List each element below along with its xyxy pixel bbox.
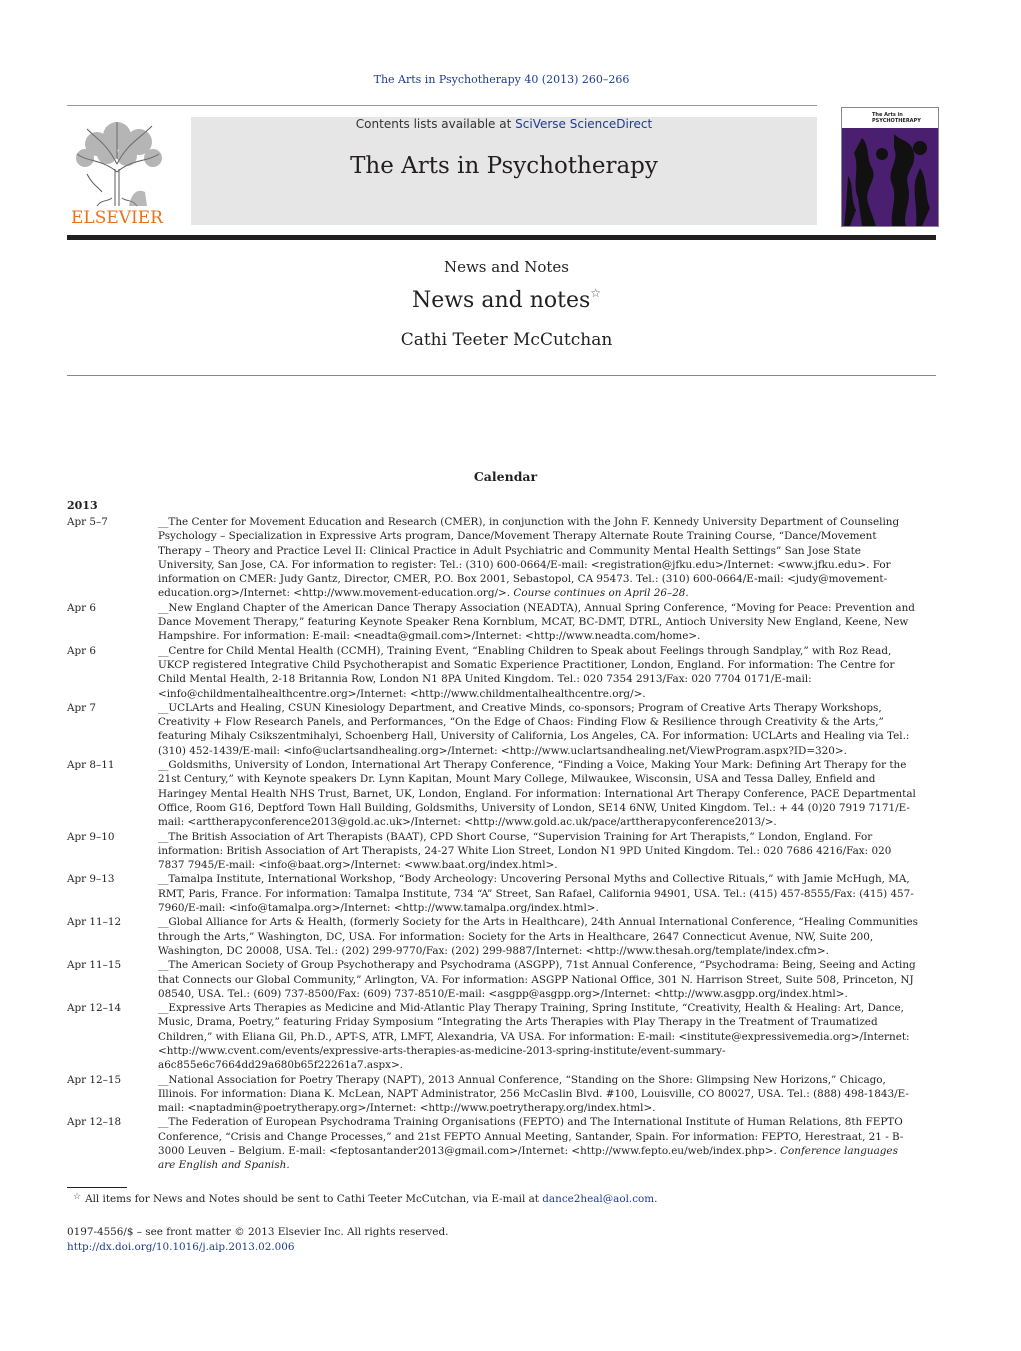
event-description	[158, 644, 918, 701]
event-description	[158, 515, 918, 601]
doi-link[interactable]: http://dx.doi.org/10.1016/j.aip.2013.02.006	[67, 1241, 295, 1253]
footnote-end: .	[654, 1193, 658, 1205]
calendar-event	[67, 1115, 927, 1172]
calendar-events-list	[67, 515, 927, 1173]
sciencedirect-link[interactable]: SciVerse ScienceDirect	[515, 117, 653, 131]
event-description	[158, 1115, 918, 1172]
contents-availability	[191, 117, 817, 131]
tree-logo-icon	[67, 114, 167, 208]
calendar-event	[67, 915, 927, 958]
event-text: __Centre for Child Mental Health (CCMH), Training Event, “Enabling Children to Speak about Feelings through Sandplay,” with Roz Read, UKCP registered Integrative Child Psychotherapist and Somatic Experience Practitioner, London, England. For information: The Centre for Child Mental Health, 2-18 Britannia Row, London N1 8PA United Kingdom. Tel.: 020 7354 2913/Fax: 020 7704 0171/E-mail: <info@childmentalhealthcentre.org>/Internet: <http://www.childmentalhealthcentre.org/>.	[158, 644, 895, 700]
event-description	[158, 1073, 918, 1116]
event-date: Apr 12–15	[67, 1073, 122, 1086]
footnote	[67, 1192, 657, 1205]
event-description	[158, 872, 918, 915]
event-description	[158, 701, 918, 758]
event-text: __Expressive Arts Therapies as Medicine and Mid-Atlantic Play Therapy Training, Spring Institute, “Creativity, Health & Healing: Art, Dance, Music, Drama, Poetry,” featuring Friday Symposium “Integrating the Arts Therapies with Play Therapy in the Treatment of Traumatized Children,” with Eliana Gil, Ph.D., APT-S, ATR, LMFT, Alexandria, VA USA. For information: E-mail: <institute@expressivemedia.org>/Internet: <http://www.cvent.com/events/expressive-arts-therapies-as-medicine-2013-spring-institute/event-summary-a6c855e6c7664dd29a680b65f22261a7.aspx>.	[158, 1002, 910, 1072]
event-description	[158, 915, 918, 958]
contents-prefix: Contents lists available at	[355, 117, 516, 131]
calendar-event	[67, 1001, 927, 1072]
journal-cover-thumbnail[interactable]	[841, 107, 939, 227]
cover-artwork	[842, 128, 938, 226]
event-text: __Tamalpa Institute, International Workshop, “Body Archeology: Uncovering Personal Myths and Collective Rituals,” with Jamie McHugh, MA, RMT, Paris, France. For information: Tamalpa Institute, 734 “A” Street, San Rafael, California 94901, USA. Tel.: (415) 457-8555/Fax: (415) 457-7960/E-mail: <info@tamalpa.org>/Internet: <http://www.tamalpa.org/index.html>.	[158, 873, 914, 915]
event-text: __National Association for Poetry Therapy (NAPT), 2013 Annual Conference, “Standing on the Shore: Glimpsing New Horizons,” Chicago, Illinois. For information: Diana K. McLean, NAPT Administrator, 256 McCaslin Blvd. #100, Louisville, CO 80027, USA. Tel.: (888) 498-1843/E-mail: <naptadmin@poetrytherapy.org>/Internet: <http://www.poetrytherapy.org/index.html>.	[158, 1073, 909, 1115]
calendar-event	[67, 958, 927, 1001]
issn-copyright: 0197-4556/$ – see front matter © 2013 Elsevier Inc. All rights reserved.	[67, 1226, 449, 1238]
title-footnote-marker[interactable]: ☆	[590, 286, 602, 300]
event-text: __New England Chapter of the American Dance Therapy Association (NEADTA), Annual Spring Conference, “Moving for Peace: Prevention and Dance Movement Therapy,” featuring Keynote Speaker Rena Kornblum, MCAT, BC-DMT, DTRL, Antioch University New England, Keene, New Hampshire. For information: E-mail: <neadta@gmail.com>/Internet: <http://www.neadta.com/home>.	[158, 601, 915, 643]
footnote-email-link[interactable]: dance2heal@aol.com	[542, 1193, 655, 1205]
article-title	[0, 286, 1013, 313]
event-date: Apr 5–7	[67, 516, 108, 528]
footnote-marker: ☆	[73, 1192, 82, 1202]
elsevier-wordmark: ELSEVIER	[71, 208, 163, 228]
event-date: Apr 11–15	[67, 959, 122, 972]
article-title-text: News and notes	[411, 288, 591, 313]
calendar-event	[67, 830, 927, 873]
header-thick-rule	[67, 235, 936, 240]
event-date: Apr 9–13	[67, 873, 115, 886]
event-description	[158, 601, 918, 644]
event-date: Apr 7	[67, 701, 97, 714]
title-divider	[67, 375, 936, 376]
event-date: Apr 9–10	[67, 830, 115, 843]
event-text: __The American Society of Group Psychotherapy and Psychodrama (ASGPP), 71st Annual Conference, “Psychodrama: Being, Seeing and Acting that Connects our Global Community,” Arlington, VA. For information: ASGPP National Office, 301 N. Harrison Street, Suite 508, Princeton, NJ 08540, USA. Tel.: (609) 737-8500/Fax: (609) 737-8510/E-mail: <asgpp@asgpp.org>/Internet: <http://www.asgpp.org/index.html>.	[158, 959, 916, 1000]
event-text: __The Center for Movement Education and Research (CMER), in conjunction with the John F. Kennedy University Department of Counseling Psychology – Specialization in Expressive Arts program, Dance/Movement Therapy Alternate Route Training Course, “Dance/Movement Therapy – Theory and Practice Level II: Clinical Practice in Adult Psychiatric and Community Mental Health Settings” San Jose State University, San Jose, CA. For information to register: Tel.: (310) 600-0664/E-mail: <registration@jfku.edu>/Internet: <www.jfku.edu>. For information on CMER: Judy Gantz, Director, CMER, P.O. Box 2001, Sebastopol, CA 95473. Tel.: (310) 600-0664/E-mail: <judy@movement-education.org>/Internet: <http://www.movement-education.org/>.	[158, 516, 900, 600]
event-text: __The British Association of Art Therapists (BAAT), CPD Short Course, “Supervision Training for Art Therapists,” London, England. For information: British Association of Art Therapists, 24-27 White Lion Street, London N1 9PD United Kingdom. Tel.: 020 7686 4216/Fax: 020 7837 7945/E-mail: <info@baat.org>/Internet: <www.baat.org/index.html>.	[158, 830, 892, 872]
journal-citation[interactable]: The Arts in Psychotherapy 40 (2013) 260–266	[373, 73, 630, 86]
journal-masthead	[191, 117, 817, 225]
calendar-event	[67, 1073, 927, 1116]
calendar-event	[67, 872, 927, 915]
calendar-year: 2013	[67, 499, 98, 512]
event-date: Apr 6	[67, 601, 97, 614]
event-description	[158, 958, 918, 1001]
footnote-rule	[67, 1187, 127, 1188]
event-text: __Goldsmiths, University of London, International Art Therapy Conference, “Finding a Voice, Making Your Mark: Defining Art Therapy for the 21st Century,” with Keynote speakers Dr. Lynn Kapitan, Mount Mary College, Milwaukee, Wisconsin, USA and Tessa Dalley, Enfield and Haringey Mental Health NHS Trust, Barnet, UK, London, England. For information: International Art Therapy Conference, PACE Departmental Office, Room G16, Deptford Town Hall Building, Goldsmiths, University of London, SE14 6NW, United Kingdom. Tel.: + 44 (0)20 7919 7171/E-mail: <arttherapyconference2013@gold.ac.uk>/Internet: <http://www.gold.ac.uk/pace/arttherapyconference2013/>.	[158, 759, 916, 829]
article-author: Cathi Teeter McCutchan	[400, 330, 613, 350]
event-date: Apr 8–11	[67, 759, 115, 772]
event-text: __Global Alliance for Arts & Health, (formerly Society for the Arts in Healthcare), 24th Annual International Conference, “Healing Communities through the Arts,” Washington, DC, USA. For information: Society for the Arts in Healthcare, 2647 Connecticut Avenue, NW, Suite 200, Washington, DC 20008, USA. Tel.: (202) 299-9770/Fax: (202) 299-9887/Internet: <http://www.thesah.org/template/index.cfm>.	[158, 916, 918, 957]
calendar-event	[67, 601, 927, 644]
journal-title: The Arts in Psychotherapy	[350, 153, 658, 179]
event-date: Apr 11–12	[67, 916, 122, 929]
article-section: News and Notes	[443, 258, 570, 276]
calendar-event	[67, 644, 927, 701]
elsevier-logo	[67, 114, 167, 228]
event-text: __The Federation of European Psychodrama Training Organisations (FEPTO) and The International Institute of Human Relations, 8th FEPTO Conference, “Crisis and Change Processes,” and 21st FEPTO Annual Meeting, Santander, Spain. For information: FEPTO, Herestraat, 21 - B-3000 Leuven – Belgium. E-mail: <feptosantander2013@gmail.com>/Internet: <http://www.fepto.eu/web/index.php>.	[158, 1116, 904, 1158]
footnote-text: All items for News and Notes should be sent to Cathi Teeter McCutchan, via E-mail at	[85, 1193, 543, 1205]
event-date: Apr 12–14	[67, 1002, 122, 1015]
event-description	[158, 758, 918, 829]
calendar-event	[67, 515, 927, 601]
event-date: Apr 6	[67, 644, 97, 657]
calendar-heading: Calendar	[473, 469, 538, 484]
event-description	[158, 830, 918, 873]
event-note: Course continues on April 26–28.	[510, 587, 689, 600]
calendar-event	[67, 758, 927, 829]
event-text: __UCLArts and Healing, CSUN Kinesiology Department, and Creative Minds, co-sponsors; Program of Creative Arts Therapy Workshops, Creativity + Flow Research Panels, and Performances, “On the Edge of Chaos: Finding Flow & Resilience through Creativity & the Arts,” featuring Mihaly Csikszentmihalyi, Schoenberg Hall, University of California, Los Angeles, CA. For information: UCLArts and Healing via Tel.: (310) 452-1439/E-mail: <info@uclartsandhealing.org>/Internet: <http://www.uclartsandhealing.net/ViewProgram.aspx?ID=320>.	[158, 701, 910, 757]
event-date: Apr 12–18	[67, 1116, 122, 1129]
calendar-event	[67, 701, 927, 758]
event-note: Conference languages are English and Spanish.	[158, 1145, 898, 1172]
event-description	[158, 1001, 918, 1072]
header-divider	[67, 105, 817, 106]
cover-title: The Arts in PSYCHOTHERAPY	[872, 112, 921, 124]
